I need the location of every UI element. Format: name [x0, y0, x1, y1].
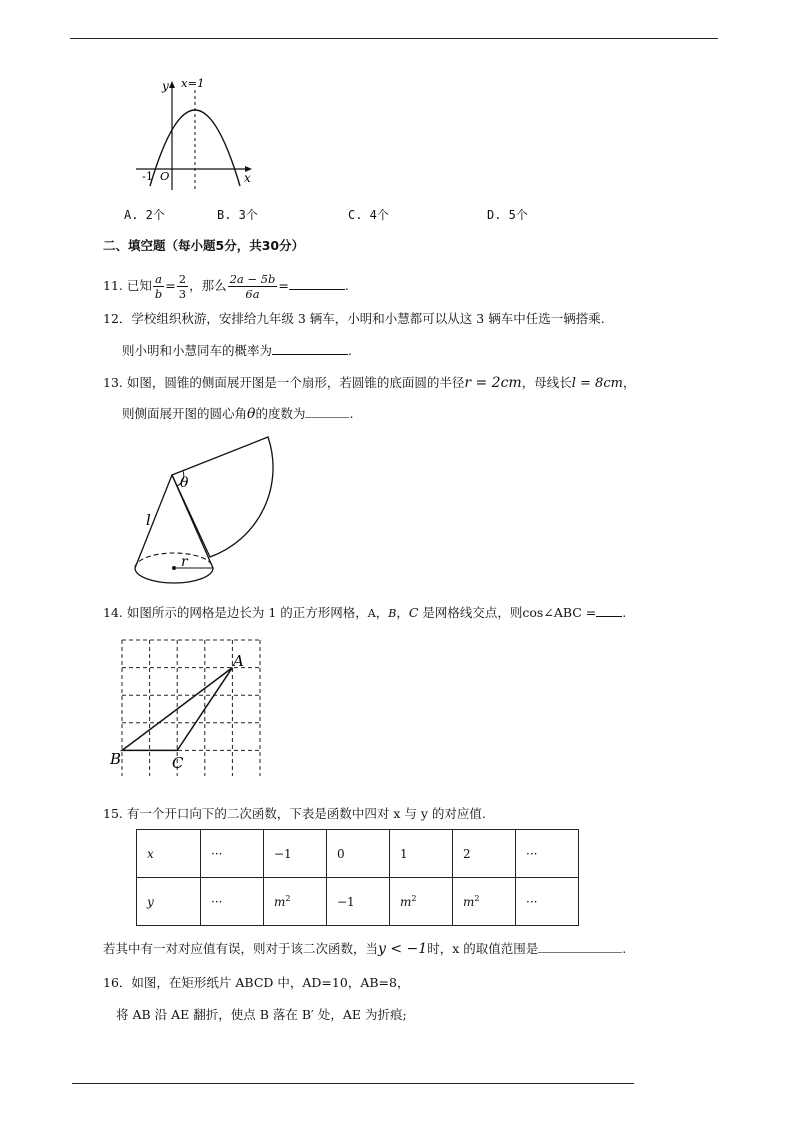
q12-line2-pre: 则小明和小慧同车的概率为 [122, 343, 273, 358]
m-var: m [274, 895, 286, 909]
q10-option-d: D. 5个 [487, 208, 528, 222]
cone-slant-left [135, 475, 172, 568]
label-b: B [110, 750, 122, 768]
theta-label: θ [180, 475, 189, 491]
q13-r-eq: r = 2cm [464, 375, 522, 391]
q13-theta: θ [247, 406, 256, 422]
x-label: x [244, 171, 251, 185]
m-sup: 2 [285, 894, 291, 903]
table-cell: 2 [453, 830, 516, 878]
q12-line2 [122, 342, 352, 360]
value-table [136, 829, 579, 926]
q14-pre: 14. 如图所示的网格是边长为 1 的正方形网格， [103, 605, 368, 620]
q13-line2-post: 的度数为 [255, 406, 306, 421]
q11-frac-expr [228, 272, 278, 301]
question-11 [103, 272, 349, 301]
table-cell: 1 [390, 830, 453, 878]
q11-frac-ab-num: a [155, 272, 162, 286]
table-cell [264, 878, 327, 926]
cone-base-front [135, 568, 213, 583]
origin-label: O [160, 169, 170, 183]
q14-sep1: ， [375, 605, 389, 620]
q11-frac-23-num: 2 [178, 272, 187, 286]
q14-a: A [367, 607, 376, 620]
q14-text [103, 604, 626, 623]
q11-frac-23-den: 3 [178, 287, 187, 301]
q15-line2 [103, 940, 626, 958]
table-cell: y [137, 878, 201, 926]
m-var: m [463, 895, 475, 909]
cone-slant-right [172, 475, 213, 568]
q15-answer-blank[interactable] [538, 940, 622, 953]
q13-line2-end: . [349, 406, 354, 421]
table-row-x [137, 830, 579, 878]
table-cell [453, 878, 516, 926]
m-sup: 2 [474, 894, 480, 903]
header-rule [70, 38, 718, 39]
q14-sep2: ， [396, 605, 409, 620]
q15-line2-mid: 时，x 的取值范围是 [427, 941, 539, 956]
table-cell: −1 [264, 830, 327, 878]
axis-eq-label: x=1 [181, 76, 205, 90]
q16-line2: 将 AB 沿 AE 翻折，使点 B 落在 B′ 处，AE 为折痕; [116, 1007, 407, 1022]
q11-post: = [278, 278, 289, 293]
parabola-graph [128, 70, 258, 192]
table-cell: 0 [327, 830, 390, 878]
q14-c: C [408, 605, 419, 620]
q15-line2-pre: 若其中有一对对应值有误，则对于该二次函数，当 [103, 941, 379, 956]
section-title: 二、填空题（每小题5分，共30分） [103, 238, 305, 253]
footer-rule [72, 1083, 634, 1084]
q11-eq: = [165, 278, 176, 293]
l-label: l [146, 511, 151, 529]
table-cell: ··· [201, 878, 264, 926]
q11-frac-ab [153, 272, 164, 301]
q10-option-c: C. 4个 [348, 208, 389, 222]
table-cell: −1 [327, 878, 390, 926]
q15-line1: 15. 有一个开口向下的二次函数，下表是函数中四对 x 与 y 的对应值. [103, 806, 486, 821]
cone-base-back [135, 553, 213, 568]
q13-l-eq: l = 8cm [571, 376, 623, 391]
q12-answer-blank[interactable] [272, 342, 348, 355]
table-cell: ··· [201, 830, 264, 878]
q11-pre: 已知 [126, 278, 152, 293]
y-label: y [162, 79, 169, 93]
q11-frac-expr-num: 2a − 5b [229, 272, 276, 286]
table-cell: ··· [516, 878, 579, 926]
q12-line2-end: . [348, 343, 352, 358]
q13-line2-pre: 则侧面展开图的圆心角 [122, 406, 248, 421]
q13-answer-blank[interactable] [305, 405, 349, 418]
table-cell: ··· [516, 830, 579, 878]
table-cell [390, 878, 453, 926]
q13-line1-end: ， [622, 375, 636, 390]
triangle-abc [122, 668, 232, 751]
m-sup: 2 [411, 894, 417, 903]
q12-line1: 12．学校组织秋游，安排给九年级 3 辆车，小明和小慧都可以从这 3 辆车中任选一辆搭乘. [103, 311, 605, 326]
q10-option-b: B. 3个 [217, 208, 258, 222]
q14-mid: 是网格线交点，则 [418, 605, 523, 620]
y-axis-arrow [169, 81, 175, 88]
grid-figure [110, 634, 270, 776]
cone-figure [128, 415, 290, 595]
q11-number: 11. [103, 278, 123, 293]
q11-mid: ，那么 [189, 278, 227, 293]
q14-b: B [388, 607, 397, 620]
q13-line1-pre: 13. 如图，圆锥的侧面展开图是一个扇形，若圆锥的底面圆的半径 [103, 375, 465, 390]
q14-cos: cos∠ABC = [522, 605, 597, 620]
r-label: r [181, 554, 188, 570]
q11-end: . [344, 278, 349, 293]
neg-one-label: -1 [142, 169, 154, 183]
m-var: m [400, 895, 412, 909]
label-a: A [233, 652, 244, 670]
q14-answer-blank[interactable] [596, 604, 622, 617]
table-row-y [137, 878, 579, 926]
q11-frac-expr-den: 6a [245, 287, 260, 301]
q15-line2-end: . [622, 941, 627, 956]
q11-frac-23 [177, 272, 188, 301]
q10-option-a: A. 2个 [124, 208, 165, 222]
q13-line1-mid: ，母线长 [521, 375, 572, 390]
q13-line1 [103, 374, 635, 393]
q11-answer-blank[interactable] [289, 277, 345, 290]
label-c: C [172, 754, 184, 772]
q14-end: . [622, 605, 627, 620]
sector-outline [172, 437, 273, 557]
q15-cond: y < −1 [378, 941, 428, 957]
q16-line1: 16．如图，在矩形纸片 ABCD 中，AD=10，AB=8， [103, 975, 410, 990]
q11-frac-ab-den: b [154, 287, 163, 301]
table-cell: x [137, 830, 201, 878]
cone-center-dot [172, 566, 176, 570]
